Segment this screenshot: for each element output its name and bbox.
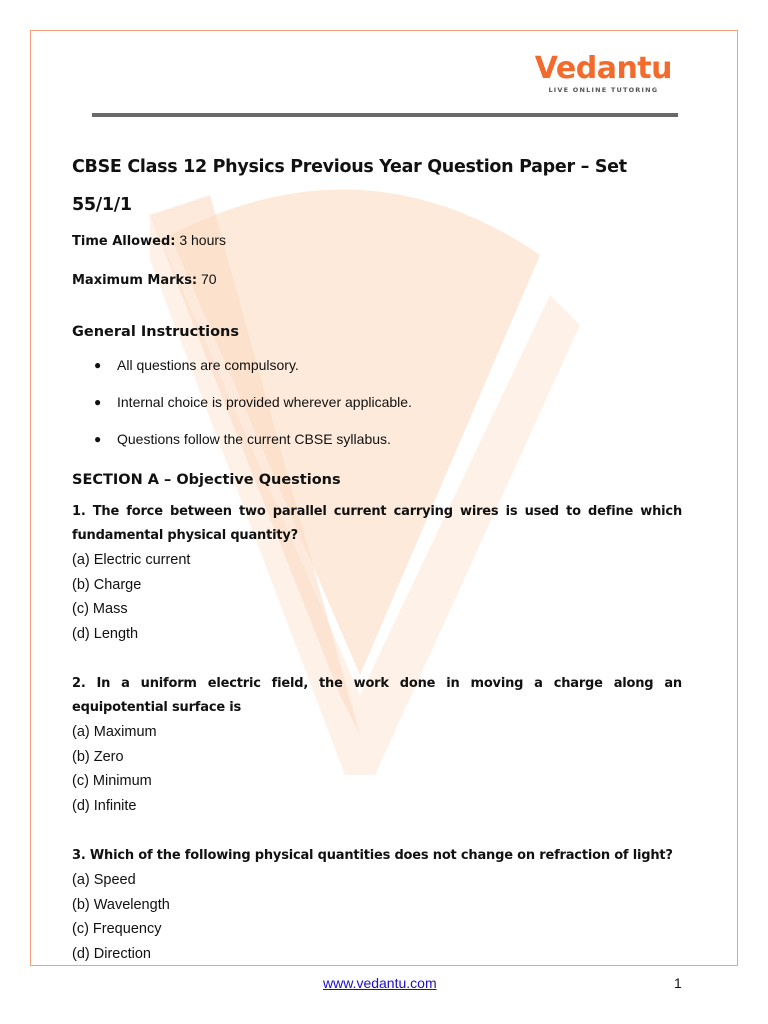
instruction-text: Internal choice is provided wherever applicable. [117,394,412,410]
time-allowed-value: 3 hours [179,232,227,248]
instruction-text: Questions follow the current CBSE syllabus. [117,431,391,447]
option-d: (d) Length [72,625,139,642]
instruction-text: All questions are compulsory. [117,357,299,373]
question-text: 2. In a uniform electric field, the work done in moving a charge along an equipotential surface is [72,676,682,715]
answer-options [72,868,682,966]
option-b: (b) Charge [72,576,142,593]
instruction-item [72,355,682,375]
option-d: (d) Direction [72,945,151,962]
instructions-heading: General Instructions [72,324,240,340]
option-b: (b) Zero [72,748,124,765]
bullet-icon: ● [94,358,102,372]
question-3 [72,844,682,966]
option-c: (c) Mass [72,601,128,617]
document-body [72,148,682,966]
question-2 [72,672,682,818]
answer-options [72,720,682,818]
question-text: 3. Which of the following physical quantities does not change on refraction of light? [72,848,673,863]
page-number: 1 [674,975,682,991]
option-c: (c) Frequency [72,921,162,937]
option-c: (c) Minimum [72,773,152,789]
option-a: (a) Electric current [72,552,191,568]
section-a-heading: SECTION A – Objective Questions [72,472,341,488]
bullet-icon: ● [94,432,102,446]
bullet-icon: ● [94,395,102,409]
instruction-item [72,392,682,412]
option-a: (a) Maximum [72,724,157,740]
option-b: (b) Wavelength [72,896,170,913]
time-allowed-label: Time Allowed: [72,234,176,249]
logo-wordmark: Vedantu [534,51,672,86]
answer-options [72,548,682,646]
header-divider [92,113,678,117]
document-title: CBSE Class 12 Physics Previous Year Question Paper – Set 55/1/1 [72,157,627,215]
logo-tagline: LIVE ONLINE TUTORING [548,86,659,94]
time-allowed [72,230,682,252]
max-marks-label: Maximum Marks: [72,273,198,288]
question-1 [72,500,682,646]
option-d: (d) Infinite [72,797,137,814]
maximum-marks [72,269,682,291]
option-a: (a) Speed [72,872,136,888]
max-marks-value: 70 [201,271,217,287]
question-text: 1. The force between two parallel current carrying wires is used to define which fundamental physical quantity? [72,504,682,543]
instruction-item [72,429,682,449]
vedantu-website-link[interactable]: www.vedantu.com [323,975,437,991]
instructions-list [72,355,682,449]
vedantu-logo [535,52,672,94]
